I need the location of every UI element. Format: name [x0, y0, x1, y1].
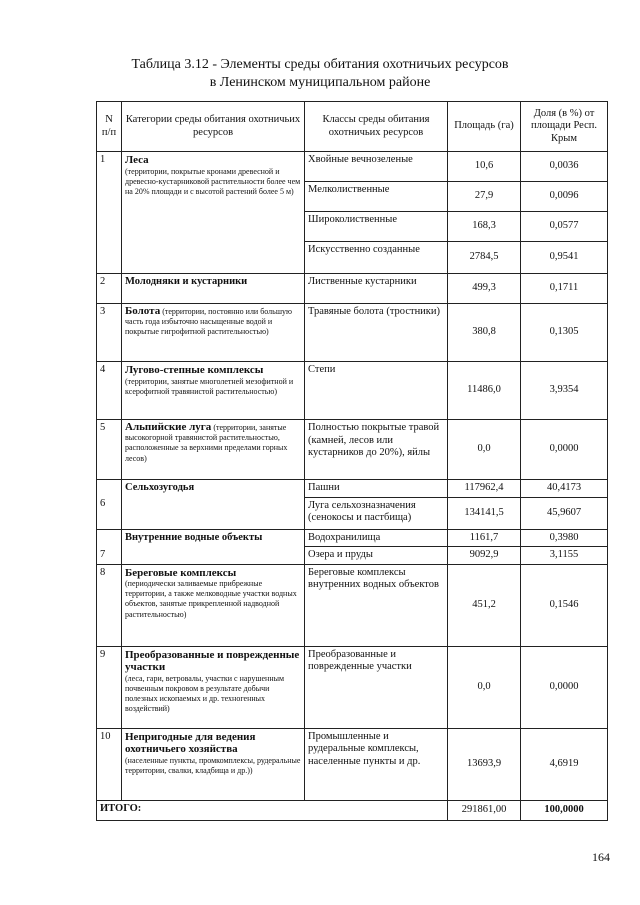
category-cell — [122, 646, 305, 728]
habitat-table — [96, 101, 608, 821]
class-cell: Мелколиственные — [305, 182, 448, 212]
table-row — [97, 274, 608, 304]
area-cell: 1161,7 — [448, 529, 521, 547]
header-area: Площадь (га) — [448, 102, 521, 152]
table-row — [97, 420, 608, 480]
row-number: 3 — [97, 304, 122, 362]
share-cell: 0,1305 — [521, 304, 608, 362]
share-cell: 0,0036 — [521, 152, 608, 182]
table-row — [97, 152, 608, 182]
table-row — [97, 564, 608, 646]
header-share: Доля (в %) от площади Респ. Крым — [521, 102, 608, 152]
table-header-row — [97, 102, 608, 152]
share-cell: 0,1711 — [521, 274, 608, 304]
category-name: Сельхозугодья — [122, 480, 305, 530]
header-class: Классы среды обитания охотничьих ресурсов — [305, 102, 448, 152]
class-cell: Водохранилища — [305, 529, 448, 547]
table-row — [97, 480, 608, 498]
row-number: 9 — [97, 646, 122, 728]
share-cell: 3,1155 — [521, 547, 608, 565]
class-cell: Искусственно созданные — [305, 242, 448, 274]
class-cell: Лиственные кустарники — [305, 274, 448, 304]
category-description: (территории, постоянно или большую часть года избыточно насыщенные водой и покрытые гигрофитной растительностью) — [125, 307, 292, 337]
total-label: ИТОГО: — [97, 800, 448, 820]
area-cell: 9092,9 — [448, 547, 521, 565]
class-cell: Береговые комплексы внутренних водных объектов — [305, 564, 448, 646]
total-area: 291861,00 — [448, 800, 521, 820]
category-name: Лугово-степные комплексы — [125, 364, 264, 376]
total-share: 100,0000 — [521, 800, 608, 820]
category-cell — [122, 728, 305, 800]
total-row — [97, 800, 608, 820]
class-cell: Преобразованные и поврежденные участки — [305, 646, 448, 728]
category-description: (территории, занятые высокогорной травянистой растительностью, расположенные за верхними пределами горных лесов) — [125, 423, 288, 463]
category-cell — [122, 304, 305, 362]
row-number: 8 — [97, 564, 122, 646]
share-cell: 0,0000 — [521, 646, 608, 728]
category-cell — [122, 420, 305, 480]
category-cell — [122, 152, 305, 274]
area-cell: 168,3 — [448, 212, 521, 242]
area-cell: 380,8 — [448, 304, 521, 362]
area-cell: 451,2 — [448, 564, 521, 646]
row-number: 10 — [97, 728, 122, 800]
class-cell: Широколиственные — [305, 212, 448, 242]
table-title-line2: в Ленинском муниципальном районе — [209, 75, 431, 90]
category-name: Леса — [125, 154, 149, 166]
row-number: 5 — [97, 420, 122, 480]
category-description: (территории, покрытые кронами древесной и древесно-кустарниковой растительности более чем на 20% площади и с высотой растений более 5 м) — [125, 166, 301, 196]
class-cell: Полностью покрытые травой (камней, лесов или кустарников до 20%), яйлы — [305, 420, 448, 480]
share-cell: 0,1546 — [521, 564, 608, 646]
class-cell: Хвойные вечнозеленые — [305, 152, 448, 182]
area-cell: 117962,4 — [448, 480, 521, 498]
page-number: 164 — [592, 850, 610, 864]
share-cell: 45,9607 — [521, 497, 608, 529]
class-cell: Промышленные и рудеральные комплексы, населенные пункты и др. — [305, 728, 448, 800]
area-cell: 0,0 — [448, 420, 521, 480]
class-cell: Степи — [305, 362, 448, 420]
table-title-line1: Таблица 3.12 - Элементы среды обитания охотничьих ресурсов — [131, 57, 509, 72]
category-cell — [122, 362, 305, 420]
area-cell: 13693,9 — [448, 728, 521, 800]
header-category: Категории среды обитания охотничьих ресурсов — [122, 102, 305, 152]
class-cell: Озера и пруды — [305, 547, 448, 565]
category-description: (леса, гари, ветровалы, участки с нарушенным почвенным покровом в результате добычи полезных ископаемых и др. техногенных воздействий) — [125, 673, 285, 714]
share-cell: 40,4173 — [521, 480, 608, 498]
share-cell: 3,9354 — [521, 362, 608, 420]
share-cell: 0,3980 — [521, 529, 608, 547]
area-cell: 134141,5 — [448, 497, 521, 529]
table-row — [97, 362, 608, 420]
area-cell: 11486,0 — [448, 362, 521, 420]
share-cell: 0,0096 — [521, 182, 608, 212]
share-cell: 0,0577 — [521, 212, 608, 242]
category-name: Альпийские луга — [125, 421, 212, 433]
category-name: Береговые комплексы — [125, 566, 237, 579]
area-cell: 499,3 — [448, 274, 521, 304]
table-row — [97, 304, 608, 362]
header-no: N п/п — [97, 102, 122, 152]
table-row — [97, 646, 608, 728]
category-cell — [122, 564, 305, 646]
row-number: 4 — [97, 362, 122, 420]
category-description: (населенные пункты, промкомплексы, рудеральные территории, свалки, кладбища и др.)) — [125, 755, 301, 775]
category-name: Внутренние водные объекты — [122, 529, 305, 564]
row-number: 2 — [97, 274, 122, 304]
category-name: Непригодные для ведения охотничьего хозяйства — [125, 730, 256, 755]
category-description: (периодически заливаемые прибрежные территории, а также мелководные участки водных объектов, занятые прикрепленной надводной растительностью) — [125, 579, 297, 619]
share-cell: 4,6919 — [521, 728, 608, 800]
row-number: 7 — [97, 529, 122, 564]
class-cell: Травяные болота (тростники) — [305, 304, 448, 362]
category-description: (территории, занятые многолетней мезофитной и ксерофитной травянистой растительностью) — [125, 376, 294, 396]
table-row — [97, 728, 608, 800]
row-number: 1 — [97, 152, 122, 274]
area-cell: 10,6 — [448, 152, 521, 182]
category-name: Молодняки и кустарники — [122, 274, 305, 304]
category-name: Преобразованные и поврежденные участки — [125, 648, 300, 673]
area-cell: 2784,5 — [448, 242, 521, 274]
class-cell: Луга сельхозназначения (сенокосы и пастбища) — [305, 497, 448, 529]
area-cell: 0,0 — [448, 646, 521, 728]
row-number: 6 — [97, 480, 122, 530]
table-row — [97, 529, 608, 547]
class-cell: Пашни — [305, 480, 448, 498]
category-name: Болота — [125, 305, 161, 317]
share-cell: 0,9541 — [521, 242, 608, 274]
area-cell: 27,9 — [448, 182, 521, 212]
share-cell: 0,0000 — [521, 420, 608, 480]
